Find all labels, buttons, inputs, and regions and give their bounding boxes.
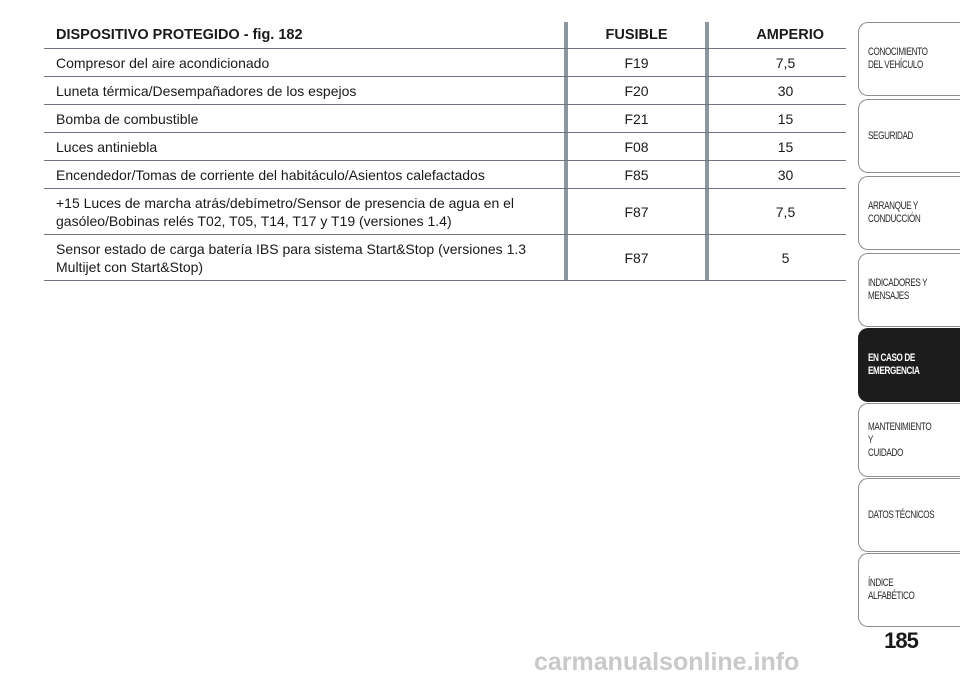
fuse-cell: F21 (624, 110, 649, 127)
table-header (44, 22, 846, 49)
fuse-cell: F85 (624, 166, 649, 183)
device-cell: Luneta térmica/Desempañadores de los espejos (56, 82, 357, 99)
tab-label-line1: CONOCIMIENTO (868, 46, 928, 58)
tab-label-line2: DEL VEHÍCULO (868, 59, 923, 71)
table-row (44, 161, 846, 189)
tab-datos-tecnicos[interactable] (858, 478, 960, 552)
header-fuse: FUSIBLE (605, 27, 668, 43)
table-row (44, 49, 846, 77)
amp-cell: 15 (777, 138, 794, 155)
tab-mantenimiento[interactable] (858, 403, 960, 477)
page-number: 185 (884, 628, 918, 653)
device-cell: Luces antiniebla (56, 138, 158, 155)
tab-label-line1: ÍNDICE ALFABÉTICO (868, 577, 915, 602)
table-row (44, 133, 846, 161)
amp-cell: 7,5 (775, 203, 796, 220)
tab-label-line2: EMERGENCIA (868, 365, 920, 377)
tab-label-line1: ARRANQUE Y (868, 200, 918, 212)
table-row (44, 235, 846, 281)
table-row (44, 77, 846, 105)
table-row (44, 189, 846, 235)
device-cell: Sensor estado de carga batería IBS para sistema Start&Stop (versiones 1.3 Multijet con Start&Stop) (56, 240, 527, 275)
fuse-cell: F08 (624, 138, 649, 155)
tab-arranque[interactable] (858, 176, 960, 250)
tab-label-line2: MENSAJES (868, 290, 909, 302)
fuse-cell: F87 (624, 249, 649, 266)
amp-cell: 7,5 (775, 54, 796, 71)
device-cell: Compresor del aire acondicionado (56, 54, 270, 71)
tab-indicadores[interactable] (858, 253, 960, 327)
amp-cell: 5 (781, 249, 790, 266)
tab-label-line1: SEGURIDAD (868, 129, 914, 142)
amp-cell: 30 (777, 166, 794, 183)
amp-cell: 30 (777, 82, 794, 99)
tab-label-line1: DATOS TÉCNICOS (868, 508, 935, 521)
tab-seguridad[interactable] (858, 99, 960, 173)
header-amp: AMPERIO (756, 27, 824, 43)
header-device (44, 22, 564, 48)
tab-label-line1: EN CASO DE (868, 352, 915, 364)
fuse-cell: F87 (624, 203, 649, 220)
tab-label-line1: INDICADORES Y (868, 277, 928, 289)
tab-emergencia[interactable] (858, 328, 960, 402)
device-cell: +15 Luces de marcha atrás/debímetro/Sensor de presencia de agua en el gasóleo/Bobinas relés T02, T05, T14, T17 y T19 (versiones 1.4) (56, 194, 515, 229)
amp-cell: 15 (777, 110, 794, 127)
tab-label-line2: CONDUCCIÓN (868, 213, 921, 225)
fuse-table (44, 22, 846, 281)
tab-label-line2: CUIDADO (868, 446, 903, 459)
tab-conocimiento[interactable] (858, 22, 960, 96)
device-cell: Bomba de combustible (56, 110, 199, 127)
fuse-cell: F19 (624, 54, 649, 71)
header-device-ref: fig. 182 (252, 27, 303, 43)
device-cell: Encendedor/Tomas de corriente del habitáculo/Asientos calefactados (56, 166, 485, 183)
fuse-cell: F20 (624, 82, 649, 99)
table-row (44, 105, 846, 133)
tab-indice[interactable] (858, 553, 960, 627)
tab-label-line1: MANTENIMIENTO Y (868, 420, 932, 446)
header-device-label: DISPOSITIVO PROTEGIDO - (56, 27, 253, 43)
watermark: carmanualsonline.info (534, 648, 800, 676)
